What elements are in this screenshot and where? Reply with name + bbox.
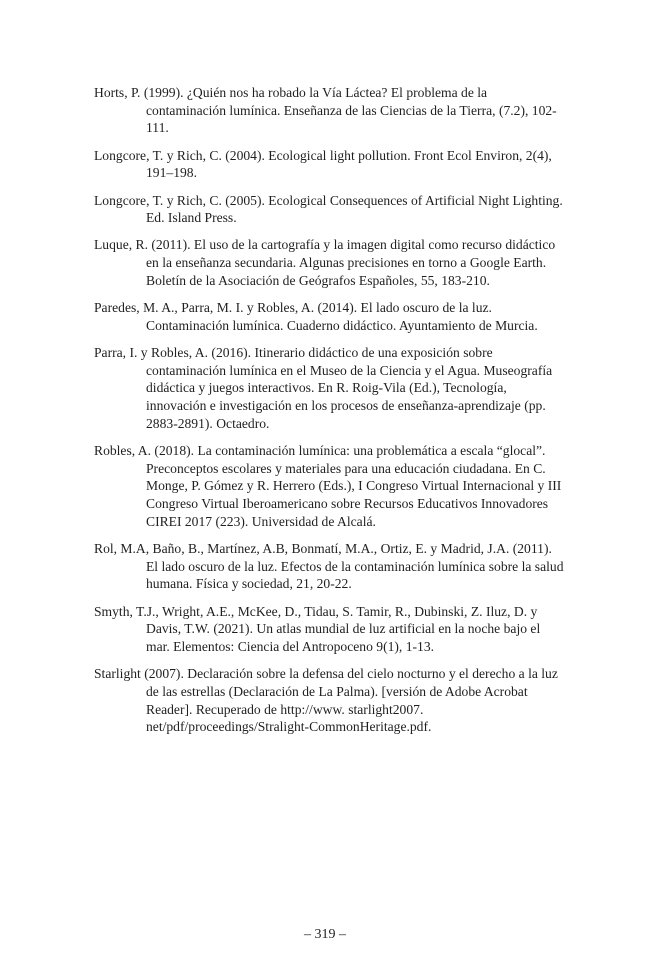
reference-entry: Smyth, T.J., Wright, A.E., McKee, D., Tidau, S. Tamir, R., Dubinski, Z. Iluz, D. y Davis, T.W. (2021). Un atlas mundial de luz artificial en la noche bajo el mar. Elementos: Ciencia del Antropoceno 9(1), 1-13. <box>94 603 541 654</box>
reference-entry: Longcore, T. y Rich, C. (2004). Ecological light pollution. Front Ecol Environ, 2(4), 191–198. <box>94 147 552 181</box>
reference-entry: Starlight (2007). Declaración sobre la defensa del cielo nocturno y el derecho a la luz de las estrellas (Declaración de La Palma). [versión de Adobe Acrobat Reader]. Recuperado de http://www. starlight2007. net/pdf/proceedings/Stralight-CommonHeritage.pdf. <box>94 666 558 735</box>
reference-entry: Rol, M.A, Baño, B., Martínez, A.B, Bonmatí, M.A., Ortiz, E. y Madrid, J.A. (2011). El lado oscuro de la luz. Efectos de la contaminación lumínica sobre la salud humana. Física y sociedad, 21, 20-22. <box>94 540 564 592</box>
reference-entry: Parra, I. y Robles, A. (2016). Itinerario didáctico de una exposición sobre contaminación lumínica en el Museo de la Ciencia y el Agua. Museografía didáctica y juegos interactivos. En R. Roig-Vila (Ed.), Tecnología, innovación e investigación en los procesos de enseñanza-aprendizaje (pp. 2883-2891). Octaedro. <box>94 344 553 431</box>
reference-list <box>94 84 564 746</box>
reference-entry: Luque, R. (2011). El uso de la cartografía y la imagen digital como recurso didáctico en la enseñanza secundaria. Algunas precisiones en torno a Google Earth. Boletín de la Asociación de Geógrafos Españoles, 55, 183-210. <box>94 237 556 288</box>
reference-entry: Longcore, T. y Rich, C. (2005). Ecological Consequences of Artificial Night Lighting. Ed. Island Press. <box>94 192 563 226</box>
reference-entry: Paredes, M. A., Parra, M. I. y Robles, A. (2014). El lado oscuro de la luz. Contaminación lumínica. Cuaderno didáctico. Ayuntamiento de Murcia. <box>94 300 538 333</box>
reference-entry: Robles, A. (2018). La contaminación lumínica: una problemática a escala “glocal”. Preconceptos escolares y materiales para una educación ciudadana. En C. Monge, P. Gómez y R. Herrero (Eds.), I Congreso Virtual Internacional y III Congreso Virtual Iberoamericano sobre Recursos Educativos Innovadores CIREI 2017 (223). Universidad de Alcalá. <box>94 442 562 529</box>
page-number: – 319 – <box>304 927 346 942</box>
reference-entry: Horts, P. (1999). ¿Quién nos ha robado la Vía Láctea? El problema de la contaminación lumínica. Enseñanza de las Ciencias de la Tierra, (7.2), 102-111. <box>94 85 557 136</box>
